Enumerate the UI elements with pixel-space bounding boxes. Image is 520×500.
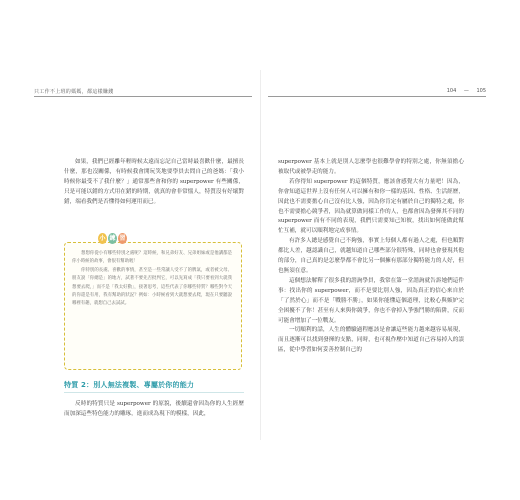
- section-heading: 特質 2：別人無法複製、專屬於你的能力: [64, 381, 195, 389]
- exercise-paragraph-2: 你特別的長處、喜歡的事情，甚至是一些常讓人受不了的脾氣，或者被父母、朋友說「你總是」的地方，試著不要先否批判它，可以先寫成「我只要看到大就我想要去爬，」而不是「我太好動」，接著思考，這些代表了你哪些特質？哪些對今天的你還是有用，我有幫助的狀況？例如：小時候看到大就想要去爬，現在只要聽說哪裡有趣，就想自己去試試。: [72, 267, 232, 307]
- running-head: 只工作不上班的媽媽，都這樣賺錢: [34, 89, 114, 95]
- header-rule-right: [268, 96, 486, 97]
- exercise-tab-char-2: 練: [109, 235, 116, 242]
- left-column: [64, 158, 244, 208]
- header-rule-left: [34, 96, 252, 97]
- left-paragraph-1: 如果，我們已經離年輕時候太遠而忘記自己當時最喜歡什麼，最擅長什麼，那也沒關係，有時候我會開玩笑地要學員去問自己的爸媽：「我小時候你最受不了我什麼？」通常那些會和你的 superpower 有些關係，只是可能以錯的方式用在錯的時期，就真的會非常惱人，特質沒有好壞對錯，端看我們是否懂得如何運用而已。: [64, 159, 244, 205]
- page-numbers: 104 — 105: [446, 88, 486, 94]
- left-paragraph-2: 反時的特質只是 superpower 的原貌，後續還會因為你的人生經歷而加深這些特色能力的雕琢，進而成為現下的模樣，因此，: [64, 401, 244, 417]
- exercise-text: [72, 250, 232, 309]
- exercise-paragraph-1: 想想你從小有哪些特別之處呢？這時候，和兄弟好友、兄弟姐妹或是他講都是你小時候的故事，會很有幫助喔！: [72, 251, 232, 265]
- right-paragraph-4: 這個想法解釋了很多我的諮詢學員，我常在第一堂諮詢就告訴她們這件事：找出你的 superpower，而不是要比別人強，因為真正的信心來自於「了然於心」而不是「戰勝不勝」，如果你能懂這個道理，比較心與嫉妒完全困擾不了你！甚至有人來與你競爭，你也不會掉入爭強鬥勝的陷阱，反而可能會增加了一位戰友。: [278, 277, 464, 324]
- right-paragraph-5: 一切順利的話，人生的體驗過程應該是會讓這些能力越來越容易展現，而且逐漸可以找到發揮的支點，同時，也可視作壓中知道自己容易掉入的誤區，從中學習如何妥善控制自己的: [278, 327, 464, 354]
- section-heading-rule: [64, 392, 244, 393]
- right-paragraph-1: superpower 基本上就是別人怎麼學也很難學會的特別之處，你無須擔心被取代或被學走的能力。: [278, 159, 464, 175]
- left-column-bottom: [64, 400, 244, 420]
- exercise-box: [64, 235, 242, 370]
- right-paragraph-3: 有許多人總是感覺自己不夠強，事實上每個人都有過人之處，但也順對都比人差，越認識自己，就越知道自己哪些部分很特殊，同時也會發現其他的部分，自己真的是怎麼學都不會比另一個擁有那部分獨特能力的人好，但也無須在意。: [278, 238, 464, 274]
- right-column: [278, 158, 464, 356]
- right-paragraph-2: 若你得知 superpower 的這個特質，應該會感覺大有力量吧！因為，你會知道這世界上沒有任何人可以擁有和你一樣的基因、性格、生活經歷，因此也不需要擔心自己沒有比人強，因為你肯定有屬於自己的獨特之處，你也不需要擔心競爭者，因為就算做同樣工作的人，也都會因為發揮其不同的 superpower 而有不同的表現，我們只需要知己知彼，找出如何能做此幫忙互補，就可以順利地完成事情。: [278, 178, 464, 235]
- exercise-tab-char-1: 小: [99, 235, 106, 242]
- exercise-tab-char-3: 習: [119, 235, 126, 242]
- exercise-tab: [98, 233, 127, 246]
